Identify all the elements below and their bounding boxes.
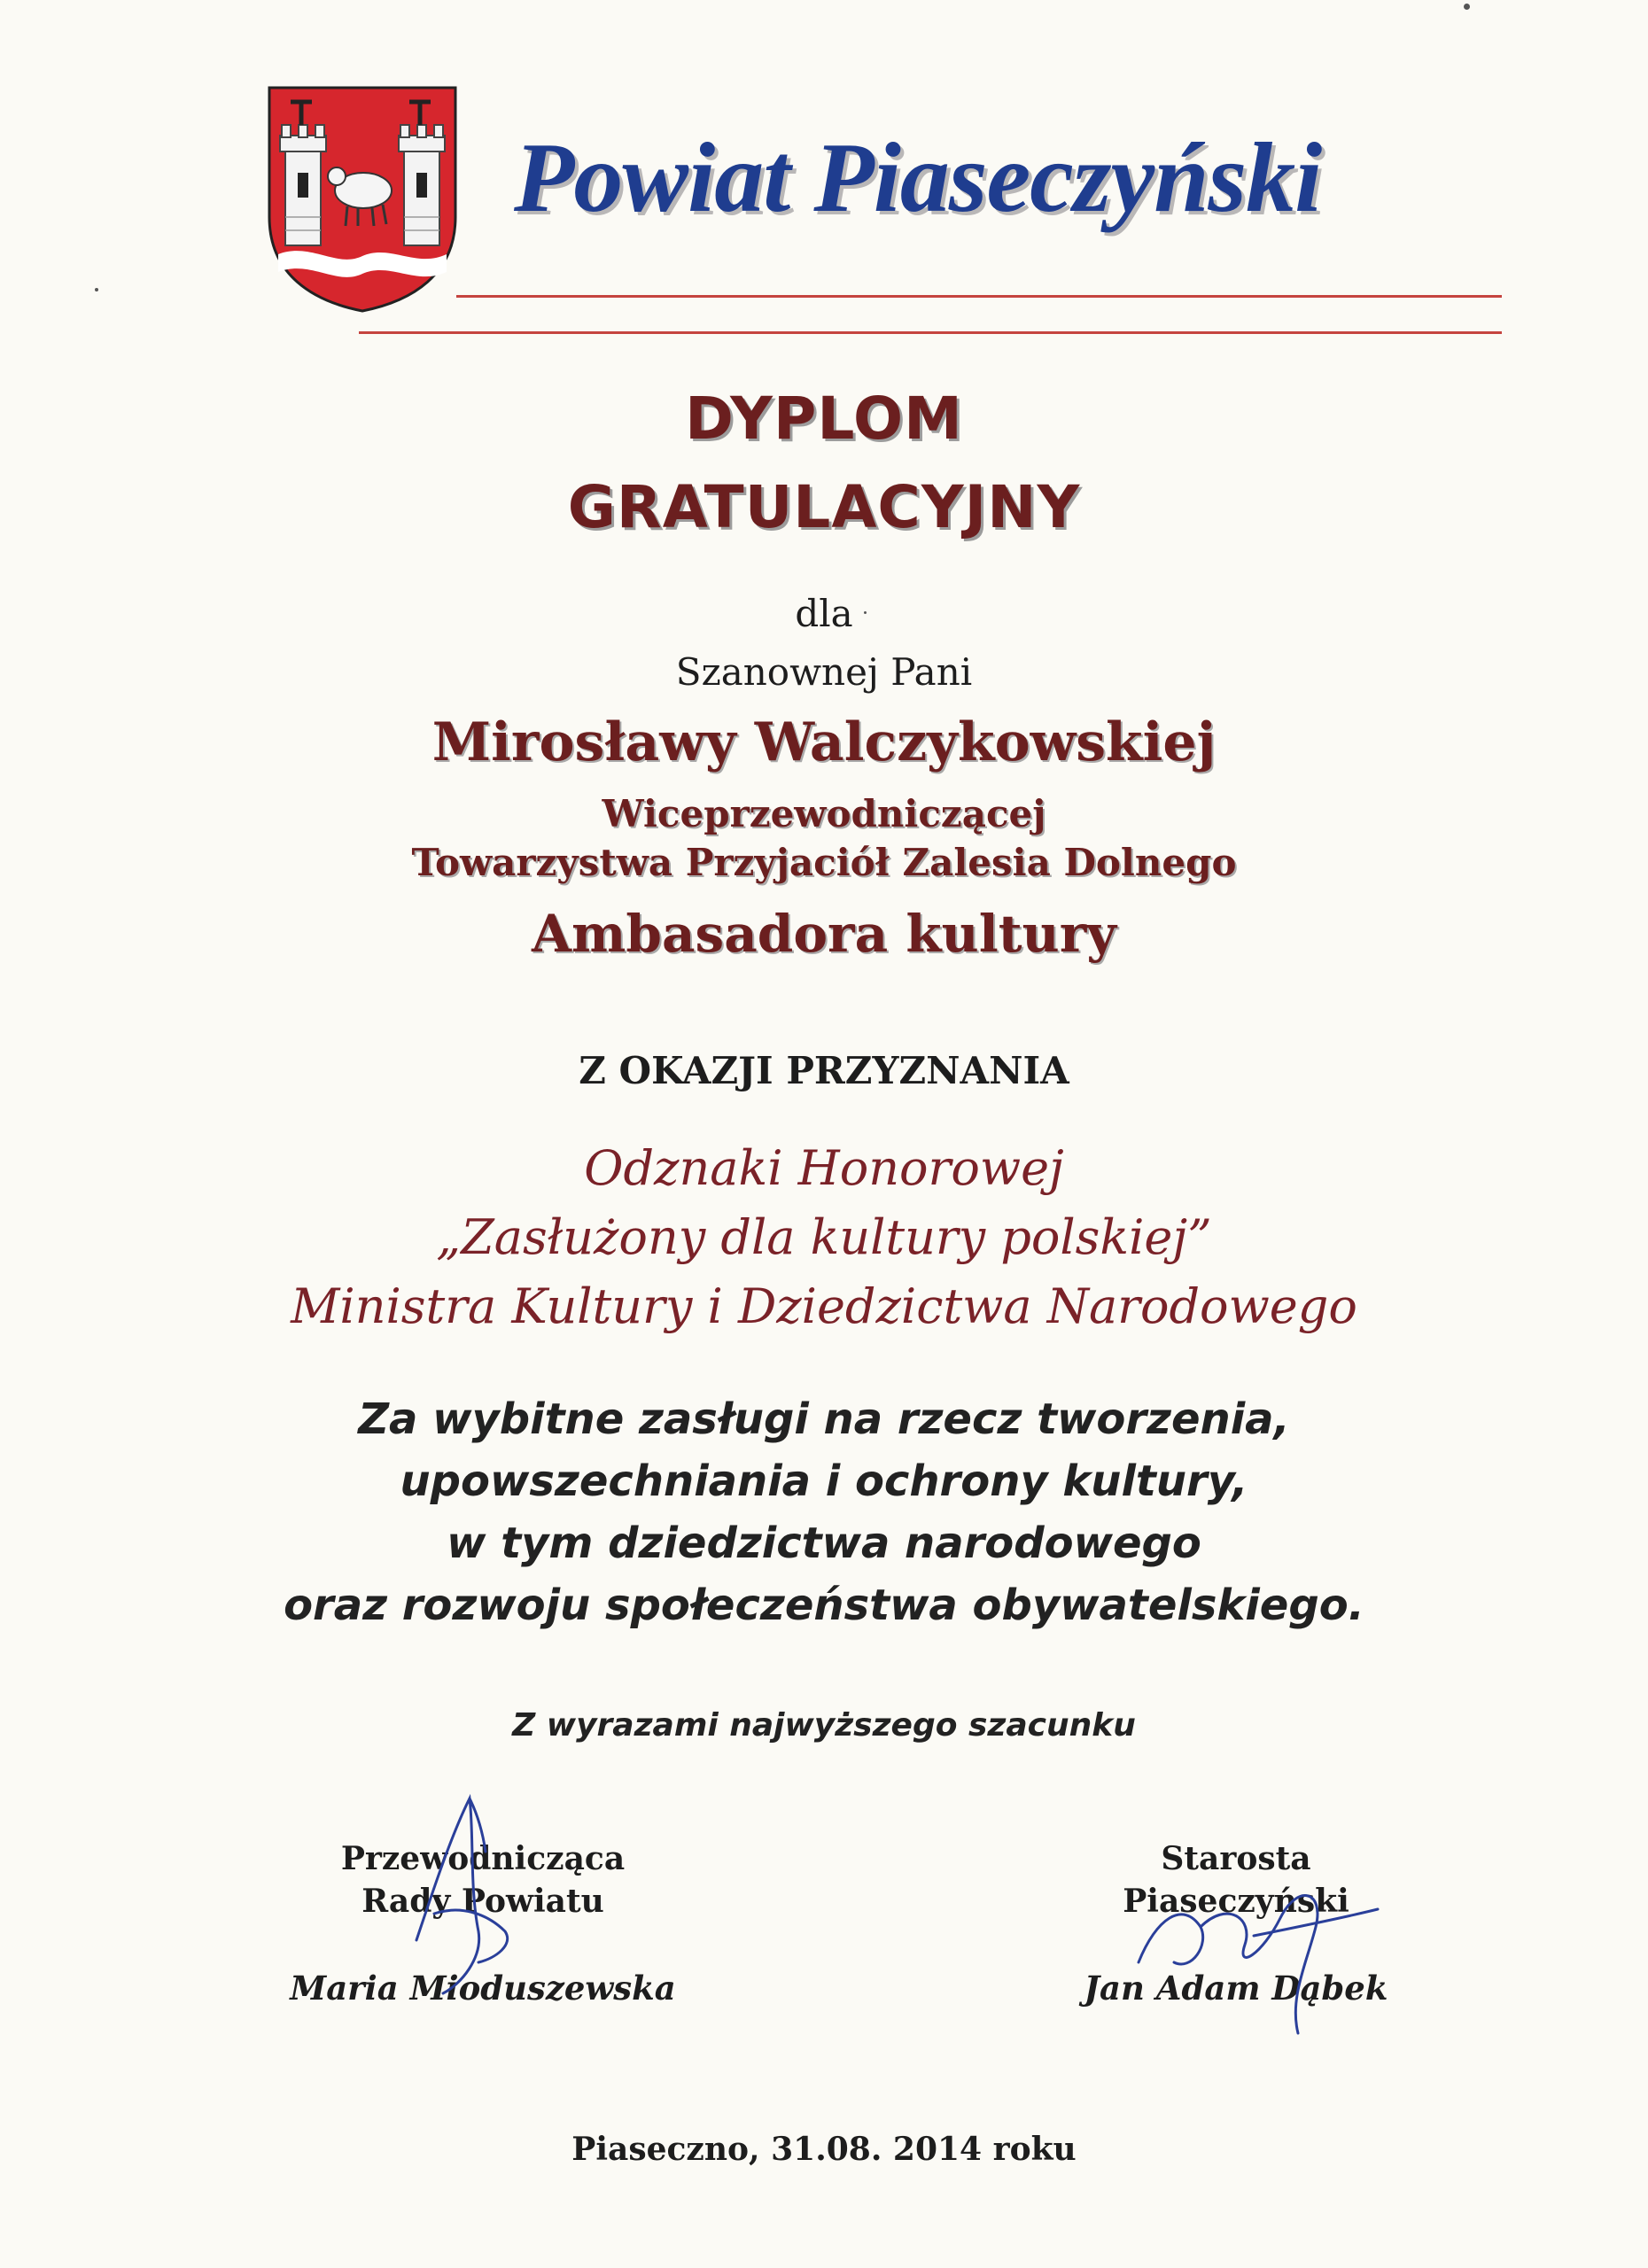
diploma-title-line2: GRATULACYJNY bbox=[567, 473, 1081, 541]
coat-of-arms-icon bbox=[266, 84, 459, 313]
header-rule-top bbox=[456, 295, 1502, 298]
region-title: Powiat Piaseczyński bbox=[514, 123, 1322, 233]
closing-regards: Z wyrazami najwyższego szacunku bbox=[512, 1707, 1136, 1744]
honor-title: Ambasadora kultury bbox=[532, 904, 1116, 964]
header-rule-bottom bbox=[359, 331, 1502, 334]
diploma-title-line1: DYPLOM bbox=[685, 384, 963, 453]
occasion-heading: Z OKAZJI PRZYZNANIA bbox=[579, 1049, 1069, 1092]
left-signatory-role-1: Przewodnicząca bbox=[340, 1840, 626, 1877]
award-line-3: Ministra Kultury i Dziedzictwa Narodowego bbox=[291, 1278, 1357, 1334]
scan-speck bbox=[864, 611, 867, 614]
salutation: Szanownej Pani bbox=[675, 650, 973, 694]
right-signatory-role-2: Piaseczyński bbox=[1123, 1883, 1349, 1920]
merit-line-2: upowszechniania i ochrony kultury, bbox=[400, 1456, 1248, 1506]
right-signatory-name: Jan Adam Dąbek bbox=[1084, 1969, 1388, 2008]
merit-line-4: oraz rozwoju społeczeństwa obywatelskiego. bbox=[284, 1581, 1364, 1630]
merit-line-3: w tym dziedzictwa narodowego bbox=[447, 1518, 1201, 1568]
award-line-1: Odznaki Honorowej bbox=[584, 1140, 1064, 1196]
handwritten-signature-left-icon bbox=[381, 1781, 585, 2002]
organization-name: Towarzystwa Przyjaciół Zalesia Dolnego bbox=[411, 841, 1237, 884]
award-line-2: „Zasłużony dla kultury polskiej” bbox=[436, 1209, 1212, 1265]
scan-speck bbox=[95, 288, 98, 291]
handwritten-signature-right-icon bbox=[1121, 1865, 1387, 2042]
for-word: dla bbox=[795, 592, 853, 635]
recipient-role: Wiceprzewodniczącej bbox=[602, 792, 1046, 835]
recipient-name: Mirosławy Walczykowskiej bbox=[431, 711, 1217, 773]
right-signatory-role-1: Starosta bbox=[1161, 1840, 1311, 1877]
place-and-date: Piaseczno, 31.08. 2014 roku bbox=[571, 2131, 1077, 2168]
scan-speck bbox=[1464, 4, 1470, 10]
left-signatory-role-2: Rady Powiatu bbox=[361, 1883, 604, 1920]
merit-line-1: Za wybitne zasługi na rzecz tworzenia, bbox=[358, 1394, 1290, 1444]
left-signatory-name: Maria Mioduszewska bbox=[290, 1969, 676, 2008]
